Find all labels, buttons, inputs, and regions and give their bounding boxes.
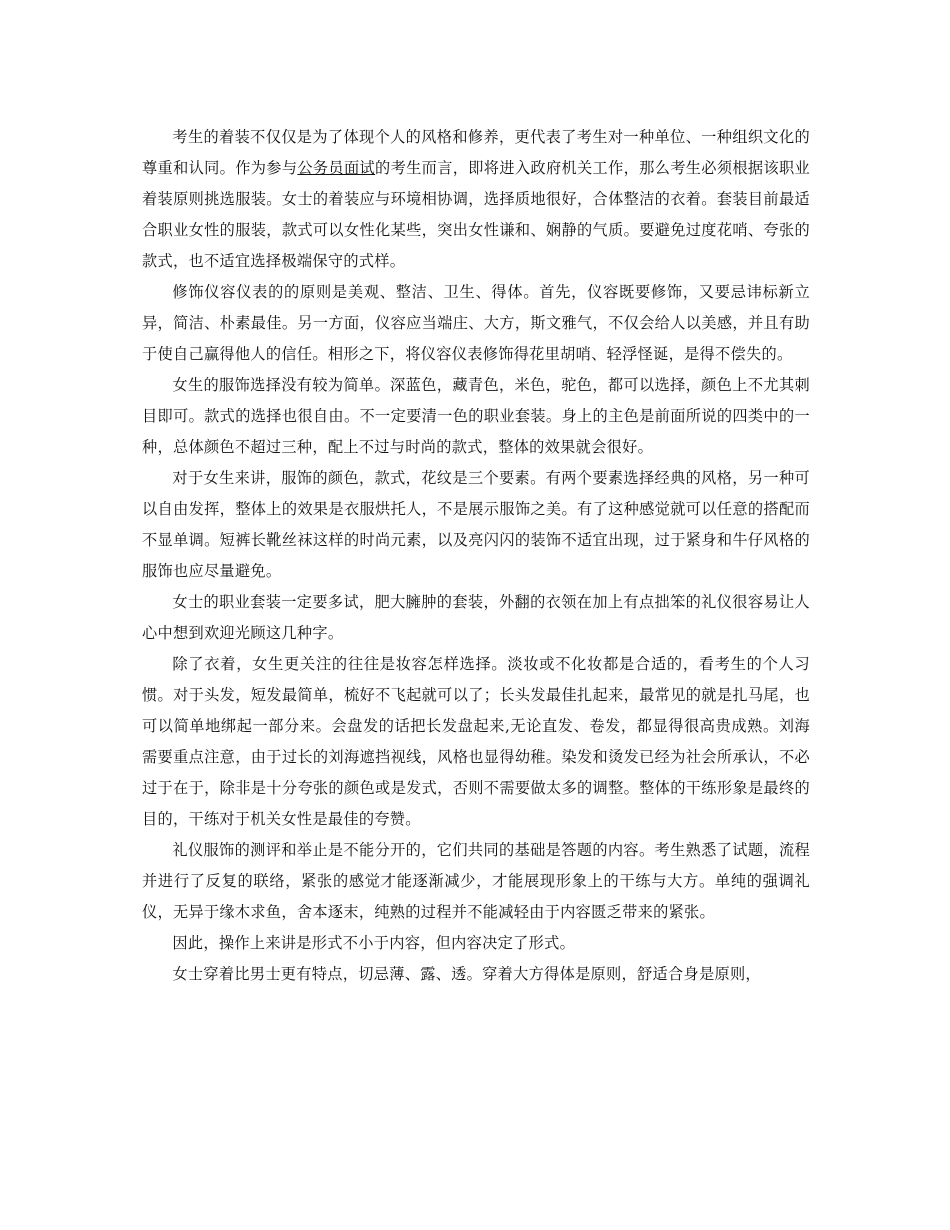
document-body xyxy=(142,122,810,990)
paragraph-7: 礼仪服饰的测评和举止是不能分开的，它们共同的基础是答题的内容。考生熟悉了试题，流程并进行了反复的联络，紧张的感觉才能逐渐减少，才能展现形象上的干练与大方。单纯的强调礼仪，无异于缘木求鱼，舍本逐末，纯熟的过程并不能减轻由于内容匮乏带来的紧张。 xyxy=(142,841,810,921)
paragraph-2: 修饰仪容仪表的的原则是美观、整洁、卫生、得体。首先，仪容既要修饰，又要忌讳标新立异，简洁、朴素最佳。另一方面，仪容应当端庄、大方，斯文雅气，不仅会给人以美感，并且有助于使自己赢得他人的信任。相形之下，将仪容仪表修饰得花里胡哨、轻浮怪诞，是得不偿失的。 xyxy=(142,283,810,363)
paragraph-1-text-before: 考生的着装不仅仅是为了体现个人的风格和修养，更代表了考生对一种单位、一种组织文化的尊重和认同。作为参与 xyxy=(142,128,810,177)
paragraph-4: 对于女生来讲，服饰的颜色，款式，花纹是三个要素。有两个要素选择经典的风格，另一种可以自由发挥，整体上的效果是衣服烘托人，不是展示服饰之美。有了这种感觉就可以任意的搭配而不显单调。短裤长靴丝袜这样的时尚元素，以及亮闪闪的装饰不适宜出现，过于紧身和牛仔风格的服饰也应尽量避免。 xyxy=(142,469,810,580)
paragraph-1 xyxy=(142,122,810,277)
paragraph-1-text-after: 的考生而言，即将进入政府机关工作，那么考生必须根据该职业着装原则挑选服装。女士的着装应与环境相协调，选择质地很好，合体整洁的衣着。套装目前最适合职业女性的服装，款式可以女性化某些，突出女性谦和、娴静的气质。要避免过度花哨、夸张的款式，也不适宜选择极端保守的式样。 xyxy=(142,159,811,270)
paragraph-5: 女士的职业套装一定要多试，肥大臃肿的套装，外翻的衣领在加上有点拙笨的礼仪很容易让人心中想到欢迎光顾这几种字。 xyxy=(142,593,810,642)
civil-service-interview-link[interactable]: 公务员面试 xyxy=(297,159,376,177)
paragraph-9: 女士穿着比男士更有特点，切忌薄、露、透。穿着大方得体是原则，舒适合身是原则， xyxy=(172,965,761,983)
paragraph-8: 因此，操作上来讲是形式不小于内容，但内容决定了形式。 xyxy=(172,934,576,952)
paragraph-6: 除了衣着，女生更关注的往往是妆容怎样选择。淡妆或不化妆都是合适的，看考生的个人习惯。对于头发，短发最简单，梳好不飞起就可以了；长头发最佳扎起来，最常见的就是扎马尾，也可以简单地绑起一部分来。会盘发的话把长发盘起来,无论直发、卷发，都显得很高贵成熟。刘海需要重点注意，由于过长的刘海遮挡视线，风格也显得幼稚。染发和烫发已经为社会所承认，不必过于在于，除非是十分夸张的颜色或是发式，否则不需要做太多的调整。整体的干练形象是最终的目的，干练对于机关女性是最佳的夸赞。 xyxy=(142,655,810,828)
paragraph-3: 女生的服饰选择没有较为简单。深蓝色，藏青色，米色，驼色，都可以选择，颜色上不尤其刺目即可。款式的选择也很自由。不一定要清一色的职业套装。身上的主色是前面所说的四类中的一种，总体颜色不超过三种，配上不过与时尚的款式，整体的效果就会很好。 xyxy=(142,376,810,456)
